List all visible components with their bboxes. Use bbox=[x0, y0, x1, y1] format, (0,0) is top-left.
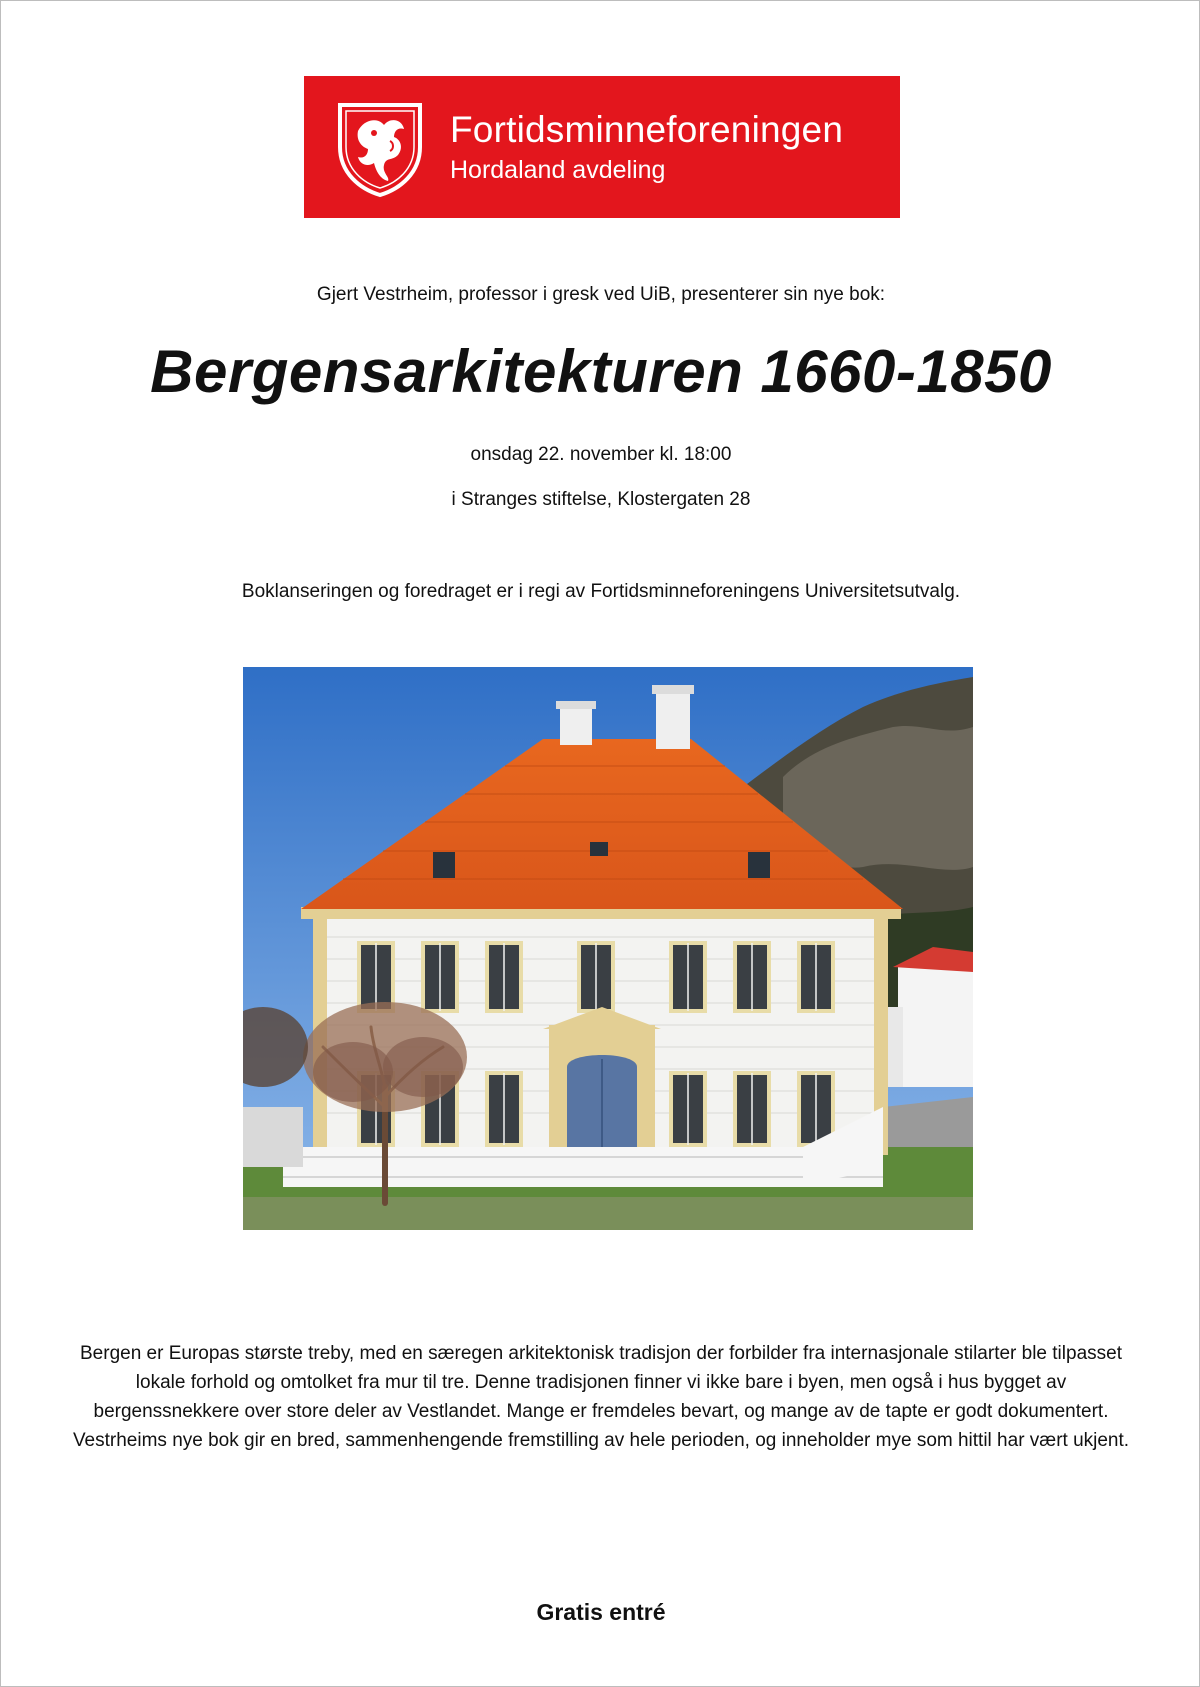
house-photo bbox=[243, 667, 973, 1230]
organizer-text: Boklanseringen og foredraget er i regi av Fortidsminneforeningens Universitetsutvalg. bbox=[241, 581, 961, 602]
dragon-seal-icon bbox=[328, 95, 432, 199]
event-place: i Stranges stiftelse, Klostergaten 28 bbox=[451, 489, 751, 510]
logo-banner bbox=[304, 76, 900, 218]
admission-text: Gratis entré bbox=[536, 1599, 666, 1625]
event-date: onsdag 22. november kl. 18:00 bbox=[470, 444, 732, 465]
book-title: Bergensarkitekturen 1660-1850 bbox=[150, 338, 1052, 405]
description-text: Bergen er Europas største treby, med en særegen arkitektonisk tradisjon der forbilder fra internasjonale stilarter ble tilpasset lokale forhold og omtolket fra mur til tre. Denne tradisjonen finner vi ikke bare i byen, men også i hus bygget av bergenssnekkere over store deler av Vestlandet. Mange er fremdeles bevart, og mange av de tapte er godt dokumentert. Vestrheims nye bok gir en bred, sammenhengende fremstilling av hele perioden, og inneholder mye som hittil har vært ukjent. bbox=[72, 1343, 1130, 1451]
logo-subtitle: Hordaland avdeling bbox=[450, 156, 666, 184]
logo-name: Fortidsminneforeningen bbox=[450, 109, 844, 150]
intro-text: Gjert Vestrheim, professor i gresk ved UiB, presenterer sin nye bok: bbox=[316, 284, 886, 305]
